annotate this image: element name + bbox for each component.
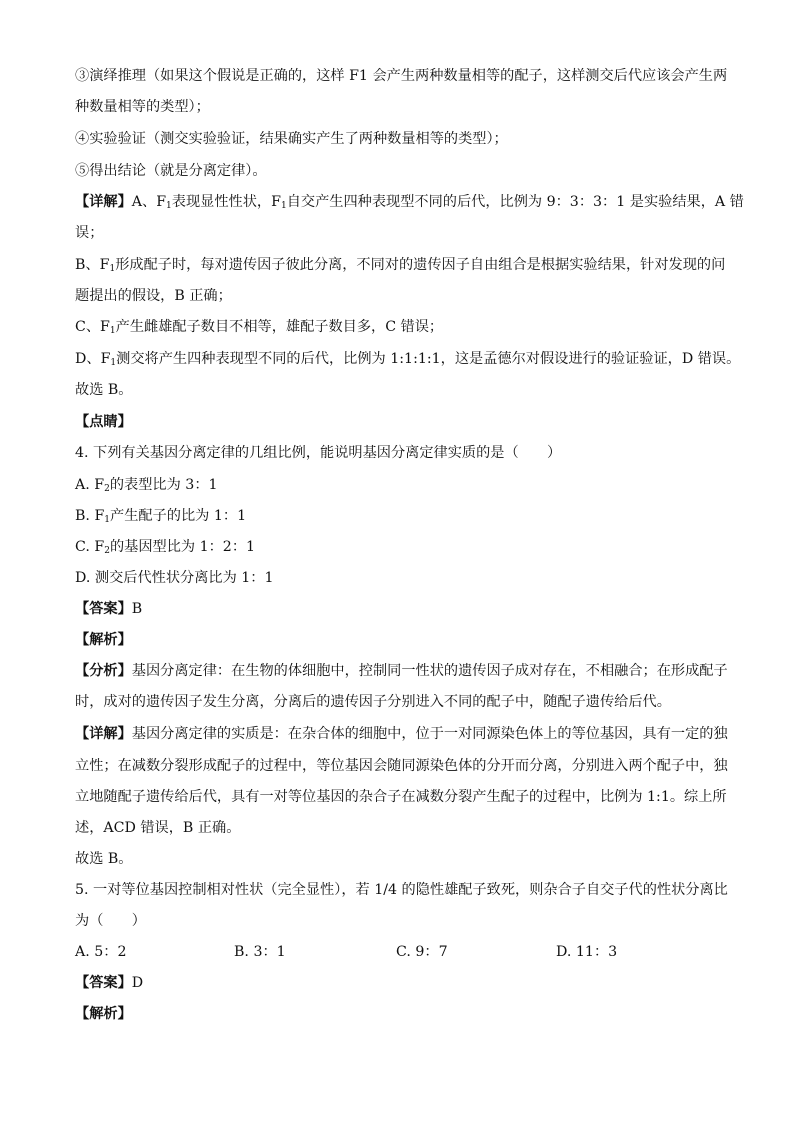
answer-value: D	[131, 975, 144, 991]
q5-stem-continued: 为（ ）	[75, 913, 146, 929]
q4-analysis-tag: 【解析】	[75, 632, 132, 648]
q4-fenxi-continued: 时，成对的遗传因子发生分离，分离后的遗传因子分别进入不同的配子中，随配子遗传给后代。	[75, 694, 671, 710]
answer-tag: 【答案】	[75, 975, 132, 991]
q5-option-a: A. 5：2	[75, 944, 127, 960]
step3-line: ③演绎推理（如果这个假说是正确的，这样 F1 会产生两种数量相等的配子，这样测交后代应该会产生两	[75, 68, 728, 84]
choose-line: 故选 B。	[75, 382, 133, 398]
q4-fenxi-line: 【分析】基因分离定律：在生物的体细胞中，控制同一性状的遗传因子成对存在，不相融合；在形成配子	[75, 663, 728, 679]
detail-b-continued: 题提出的假设，B 正确；	[75, 288, 232, 304]
q4-option-c: C. $F_2$的基因型比为 1：2：1	[75, 539, 256, 556]
detail-a-continued: 误；	[75, 225, 104, 241]
q4-option-a: A. $F_2$的表型比为 3：1	[75, 477, 218, 494]
q4-xiangjie-line-4: 述，ACD 错误，B 正确。	[75, 820, 241, 836]
q4-xiangjie-line-3: 立地随配子遗传给后代，具有一对等位基因的杂合子在减数分裂产生配子的过程中，比例为 1:1。综上所	[75, 789, 727, 805]
q4-xiangjie-line: 【详解】基因分离定律的实质是：在杂合体的细胞中，位于一对同源染色体上的等位基因，具有一定的独	[75, 726, 728, 742]
q5-analysis-tag: 【解析】	[75, 1006, 132, 1022]
comment-tag: 【点睛】	[75, 414, 132, 430]
detail-b-line: B、$F_1$形成配子时，每对遗传因子彼此分离，不同对的遗传因子自由组合是根据实验结果，针对发现的问	[75, 257, 726, 274]
q4-option-d: D. 测交后代性状分离比为 1：1	[75, 570, 274, 586]
detail-c-line: C、$F_1$产生雌雄配子数目不相等，雄配子数目多，C 错误；	[75, 319, 444, 336]
xiangjie-tag: 【详解】	[75, 726, 132, 742]
q4-answer-line	[75, 599, 725, 619]
fenxi-tag: 【分析】	[75, 663, 132, 679]
step3-continued: 种数量相等的类型）；	[75, 99, 210, 115]
q5-option-d: D. 11：3	[556, 944, 618, 960]
detail-tag: 【详解】	[75, 194, 132, 210]
answer-tag: 【答案】	[75, 601, 132, 617]
q4-stem: 4. 下列有关基因分离定律的几组比例，能说明基因分离定律实质的是（ ）	[75, 445, 562, 461]
detail-d-line: D、$F_1$测交将产生四种表现型不同的后代，比例为 1:1:1:1，这是孟德尔对假设进行的验证验证，D 错误。	[75, 351, 741, 368]
q4-option-b: B. $F_1$产生配子的比为 1：1	[75, 508, 247, 525]
q4-xiangjie-line-2: 立性；在减数分裂形成配子的过程中，等位基因会随同源染色体的分开而分离，分别进入两个配子中，独	[75, 758, 728, 774]
q5-option-b: B. 3：1	[234, 944, 286, 960]
step4-line: ④实验验证（测交实验验证，结果确实产生了两种数量相等的类型）；	[75, 131, 508, 147]
q5-answer-line	[75, 973, 725, 993]
detail-a-line: 【详解】A、$F_1$表现显性性状，$F_1$自交产生四种表现型不同的后代，比例为 9：3：3：1 是实验结果，A 错	[75, 194, 744, 211]
q5-stem: 5. 一对等位基因控制相对性状（完全显性），若 1/4 的隐性雄配子致死，则杂合子自交子代的性状分离比	[75, 882, 728, 898]
q4-choose-line: 故选 B。	[75, 851, 133, 867]
step5-line: ⑤得出结论（就是分离定律）。	[75, 163, 267, 179]
answer-value: B	[131, 601, 143, 617]
q5-option-c: C. 9：7	[396, 944, 448, 960]
